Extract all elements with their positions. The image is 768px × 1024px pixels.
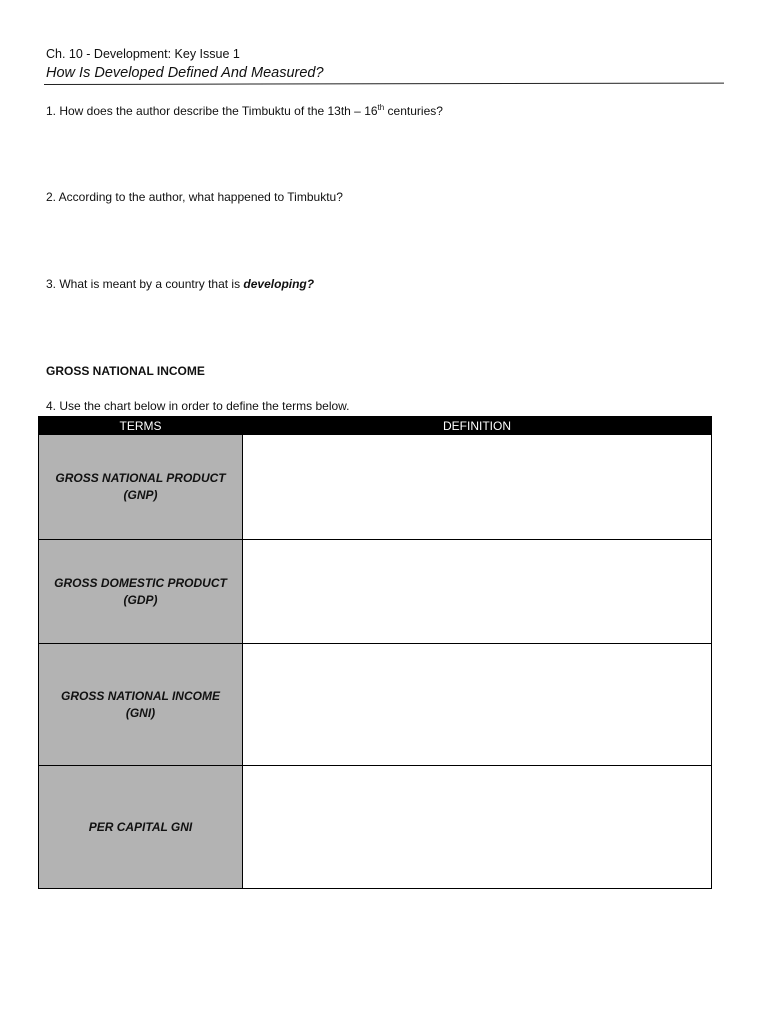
term-abbreviation: (GDP) xyxy=(123,592,158,607)
section-heading: GROSS NATIONAL INCOME xyxy=(46,364,205,378)
table-row xyxy=(39,644,712,766)
term-name: GROSS NATIONAL PRODUCT xyxy=(55,471,226,485)
definition-cell-gnp[interactable] xyxy=(243,435,712,540)
term-cell-per-capital-gni xyxy=(39,766,243,889)
term-cell-gnp xyxy=(39,435,243,540)
term-name: GROSS NATIONAL INCOME xyxy=(61,688,220,703)
term-abbreviation: (GNP) xyxy=(123,488,158,502)
term-cell-gni xyxy=(39,644,243,766)
table-header-row xyxy=(39,417,712,435)
terms-column-header: TERMS xyxy=(39,417,243,435)
question-1 xyxy=(46,103,443,118)
question-2: 2. According to the author, what happened to Timbuktu? xyxy=(46,190,343,204)
definition-column-header: DEFINITION xyxy=(243,417,712,435)
question-4: 4. Use the chart below in order to define the terms below. xyxy=(46,399,350,413)
table-row xyxy=(39,766,712,889)
question-1-text-end: centuries? xyxy=(384,104,443,118)
table-row xyxy=(39,540,712,644)
question-3 xyxy=(46,277,314,291)
definition-cell-gni[interactable] xyxy=(243,644,712,766)
term-abbreviation: (GNI) xyxy=(125,705,156,720)
definition-cell-gdp[interactable] xyxy=(243,540,712,644)
definition-cell-per-capital-gni[interactable] xyxy=(243,766,712,889)
term-cell-gdp xyxy=(39,540,243,644)
terms-definition-table xyxy=(38,416,712,889)
term-name: PER CAPITAL GNI xyxy=(88,819,193,834)
question-3-emphasis: developing? xyxy=(243,277,315,291)
chapter-label: Ch. 10 - Development: Key Issue 1 xyxy=(46,47,240,61)
table-row xyxy=(39,435,712,540)
worksheet-title: How Is Developed Defined And Measured? xyxy=(46,65,324,81)
question-1-superscript: th xyxy=(377,103,385,112)
term-name: GROSS DOMESTIC PRODUCT xyxy=(54,575,227,590)
question-3-text: 3. What is meant by a country that is xyxy=(46,277,244,291)
header-divider xyxy=(44,83,724,85)
question-1-text: 1. How does the author describe the Timbuktu of the 13th – 16 xyxy=(46,104,378,118)
